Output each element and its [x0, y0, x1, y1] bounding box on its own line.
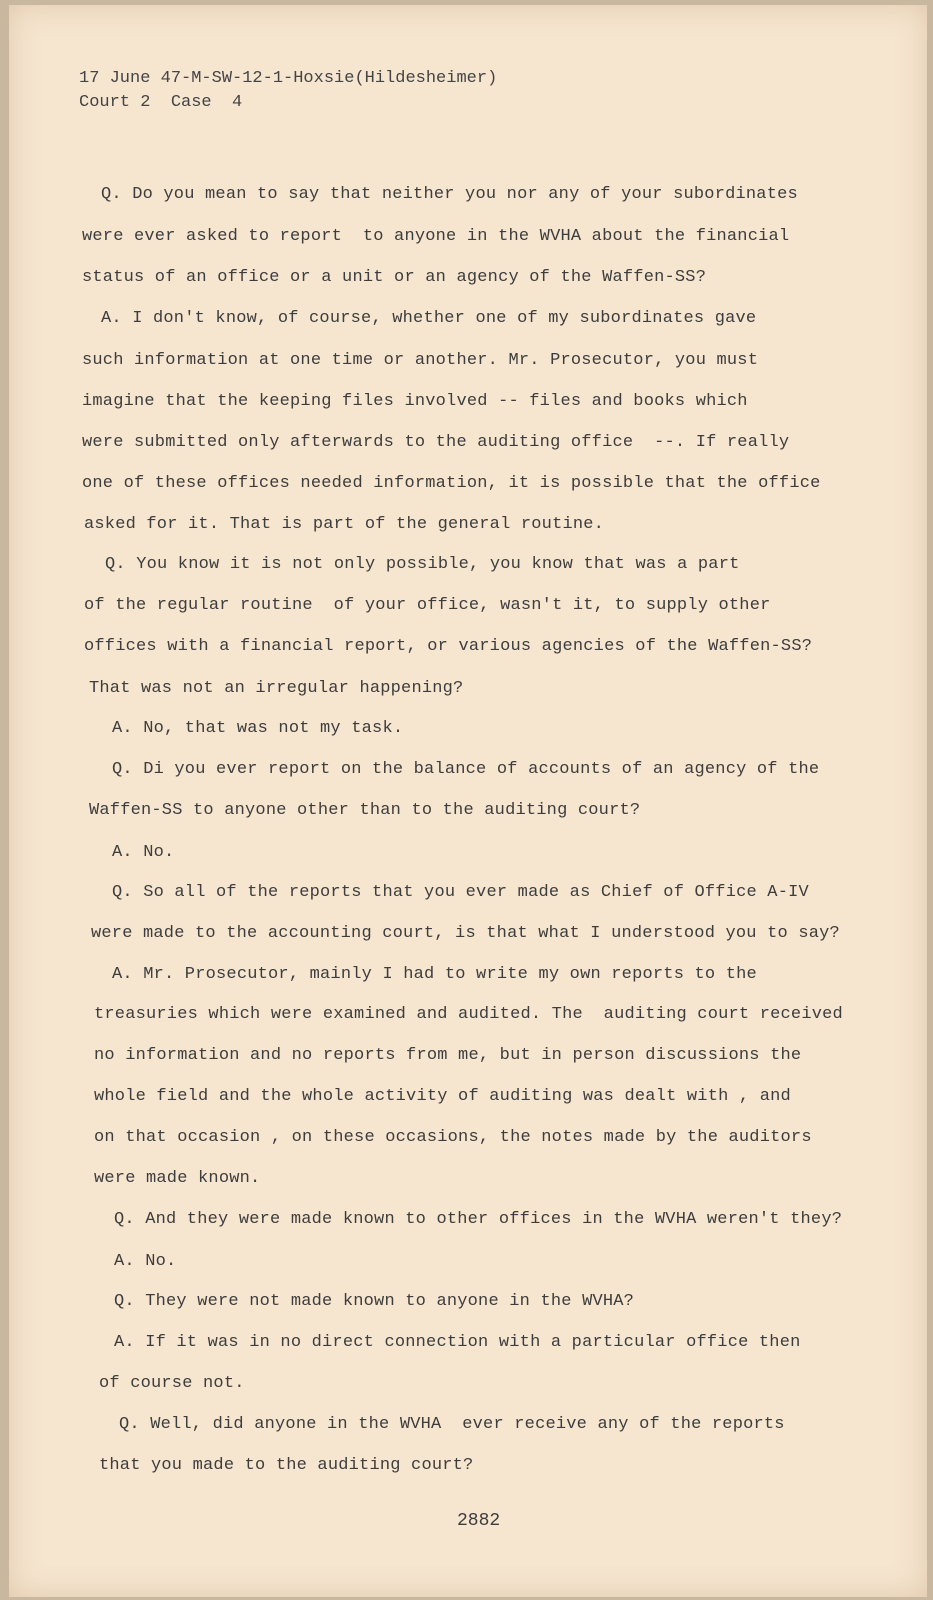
transcript-line: were ever asked to report to anyone in the WVHA about the financial [82, 227, 790, 246]
transcript-line: were submitted only afterwards to the auditing office --. If really [82, 433, 790, 452]
transcript-line: that you made to the auditing court? [99, 1456, 474, 1475]
transcript-line: Q. You know it is not only possible, you know that was a part [105, 555, 740, 574]
document-page [9, 5, 927, 1597]
transcript-line: A. Mr. Prosecutor, mainly I had to write my own reports to the [112, 965, 757, 984]
transcript-line: asked for it. That is part of the general routine. [84, 515, 605, 534]
transcript-line: such information at one time or another. Mr. Prosecutor, you must [82, 351, 759, 370]
transcript-line: were made to the accounting court, is that what I understood you to say? [91, 924, 840, 943]
transcript-body [9, 5, 927, 1597]
transcript-line: no information and no reports from me, but in person discussions the [94, 1046, 802, 1065]
transcript-line: on that occasion , on these occasions, the notes made by the auditors [94, 1128, 812, 1147]
transcript-line: A. I don't know, of course, whether one of my subordinates gave [101, 309, 757, 328]
transcript-line: Q. So all of the reports that you ever made as Chief of Office A-IV [112, 883, 809, 902]
transcript-line: treasuries which were examined and audited. The auditing court received [94, 1005, 843, 1024]
transcript-line: A. No, that was not my task. [112, 719, 404, 738]
transcript-line: Q. Do you mean to say that neither you nor any of your subordinates [101, 185, 798, 204]
header-line-2: Court 2 Case 4 [79, 93, 243, 112]
transcript-line: Q. Di you ever report on the balance of accounts of an agency of the [112, 760, 820, 779]
transcript-line: offices with a financial report, or various agencies of the Waffen-SS? [84, 637, 813, 656]
transcript-line: A. No. [114, 1252, 177, 1271]
transcript-line: Q. They were not made known to anyone in the WVHA? [114, 1292, 635, 1311]
transcript-line: Waffen-SS to anyone other than to the auditing court? [89, 801, 641, 820]
transcript-line: status of an office or a unit or an agency of the Waffen-SS? [82, 268, 707, 287]
transcript-line: A. If it was in no direct connection with a particular office then [114, 1333, 801, 1352]
header-line-1: 17 June 47-M-SW-12-1-Hoxsie(Hildesheimer) [79, 69, 498, 88]
transcript-line: A. No. [112, 843, 175, 862]
transcript-line: of the regular routine of your office, wasn't it, to supply other [84, 596, 771, 615]
transcript-line: That was not an irregular happening? [89, 679, 464, 698]
page-number: 2882 [457, 1511, 501, 1531]
transcript-line: imagine that the keeping files involved -- files and books which [82, 392, 748, 411]
transcript-line: of course not. [99, 1374, 245, 1393]
transcript-line: were made known. [94, 1169, 261, 1188]
transcript-line: Q. And they were made known to other offices in the WVHA weren't they? [114, 1210, 843, 1229]
transcript-line: Q. Well, did anyone in the WVHA ever receive any of the reports [119, 1415, 785, 1434]
transcript-line: one of these offices needed information, it is possible that the office [82, 474, 821, 493]
transcript-line: whole field and the whole activity of auditing was dealt with , and [94, 1087, 791, 1106]
